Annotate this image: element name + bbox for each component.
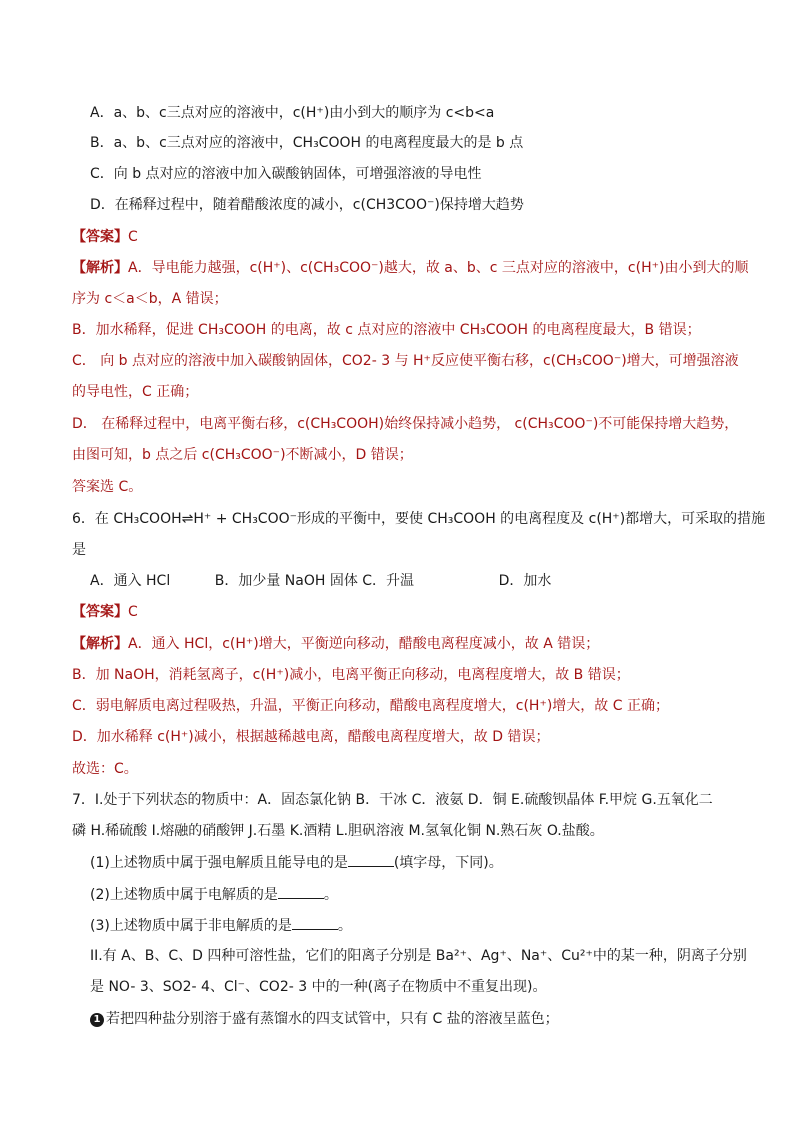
analysis-tag: 【解析】 [72,260,128,276]
q5-analysis-line: B．加水稀释，促进 CH₃COOH 的电离，故 c 点对应的溶液中 CH₃COOH 的电离程度最大，B 错误； [72,322,701,338]
q5-analysis-line: 序为 c＜a＜b，A 错误； [72,291,228,307]
q5-option-c: C．向 b 点对应的溶液中加入碳酸钠固体，可增强溶液的导电性 [90,166,482,182]
q6-analysis-line: 故选：C。 [72,761,138,777]
answer-blank [348,852,394,867]
q6-stem-cont: 是 [72,542,86,558]
q7-stem-cont: 磷 H.稀硫酸 I.熔融的硝酸钾 J.石墨 K.酒精 L.胆矾溶液 M.氢氧化铜 N.熟石灰 O.盐酸。 [72,823,604,839]
answer-tag: 【答案】 [72,229,128,245]
q6-stem: 6．在 CH₃COOH⇌H⁺ + CH₃COO⁻形成的平衡中，要使 CH₃COOH 的电离程度及 c(H⁺)都增大，可采取的措施 [72,511,766,527]
q5-option-d: D．在稀释过程中，随着醋酸浓度的减小，c(CH3COO⁻)保持增大趋势 [90,197,524,213]
q7-part2: II.有 A、B、C、D 四种可溶性盐，它们的阳离子分别是 Ba²⁺、Ag⁺、Na⁺、Cu²⁺中的某一种，阴离子分别 [90,948,747,964]
q7-stem: 7．I.处于下列状态的物质中：A．固态氯化钠 B．干冰 C．液氨 D．铜 E.硫酸钡晶体 F.甲烷 G.五氧化二 [72,792,713,808]
q6-answer [72,602,138,622]
answer-value: C [128,604,138,620]
answer-blank [292,915,338,930]
q5-analysis-line: 的导电性，C 正确； [72,384,199,400]
q5-analysis-line: D． 在稀释过程中，电离平衡右移，c(CH₃COOH)始终保持减小趋势， c(CH₃COO⁻)不可能保持增大趋势， [72,416,739,432]
q7-subquestion-2: (2)上述物质中属于电解质的是 。 [90,884,338,905]
q7-subquestion-3: (3)上述物质中属于非电解质的是 。 [90,915,352,936]
q6-analysis-line: 【解析】A．通入 HCl，c(H⁺)增大，平衡逆向移动，醋酸电离程度减小，故 A 错误； [72,636,600,652]
answer-tag: 【答案】 [72,604,128,620]
analysis-tag: 【解析】 [72,636,128,652]
q6-analysis-line: B．加 NaOH，消耗氢离子，c(H⁺)减小，电离平衡正向移动，电离程度增大，故 B 错误； [72,667,630,683]
q5-analysis-line: 由图可知，b 点之后 c(CH₃COO⁻)不断减小，D 错误； [72,447,413,463]
q5-option-b: B．a、b、c三点对应的溶液中，CH₃COOH 的电离程度最大的是 b 点 [90,135,524,151]
circled-number-1: 1 [90,1013,104,1027]
answer-value: C [128,229,138,245]
q5-analysis-line: 答案选 C。 [72,479,143,495]
q5-analysis-line: C． 向 b 点对应的溶液中加入碳酸钠固体，CO2- 3 与 H⁺反应使平衡右移，c(CH₃COO⁻)增大，可增强溶液 [72,353,739,369]
q5-option-a: A．a、b、c三点对应的溶液中，c(H⁺)由小到大的顺序为 c<b<a [90,105,495,121]
q6-analysis-line: D．加水稀释 c(H⁺)减小，根据越稀越电离，醋酸电离程度增大，故 D 错误； [72,729,550,745]
q6-options: A．通入 HCl B．加少量 NaOH 固体 C．升温 D．加水 [90,573,552,589]
q7-step1: 1 若把四种盐分别溶于盛有蒸馏水的四支试管中，只有 C 盐的溶液呈蓝色； [90,1009,559,1029]
q5-analysis-line: 【解析】A．导电能力越强，c(H⁺)、c(CH₃COO⁻)越大，故 a、b、c 三点对应的溶液中，c(H⁺)由小到大的顺 [72,260,749,276]
answer-blank [278,884,324,899]
q5-answer [72,227,138,247]
q6-analysis-line: C．弱电解质电离过程吸热，升温，平衡正向移动，醋酸电离程度增大，c(H⁺)增大，故 C 正确； [72,698,669,714]
q7-part2-cont: 是 NO- 3、SO2- 4、Cl⁻、CO2- 3 中的一种(离子在物质中不重复出现)。 [90,979,547,995]
q7-subquestion-1: (1)上述物质中属于强电解质且能导电的是 (填字母，下同)。 [90,852,503,873]
